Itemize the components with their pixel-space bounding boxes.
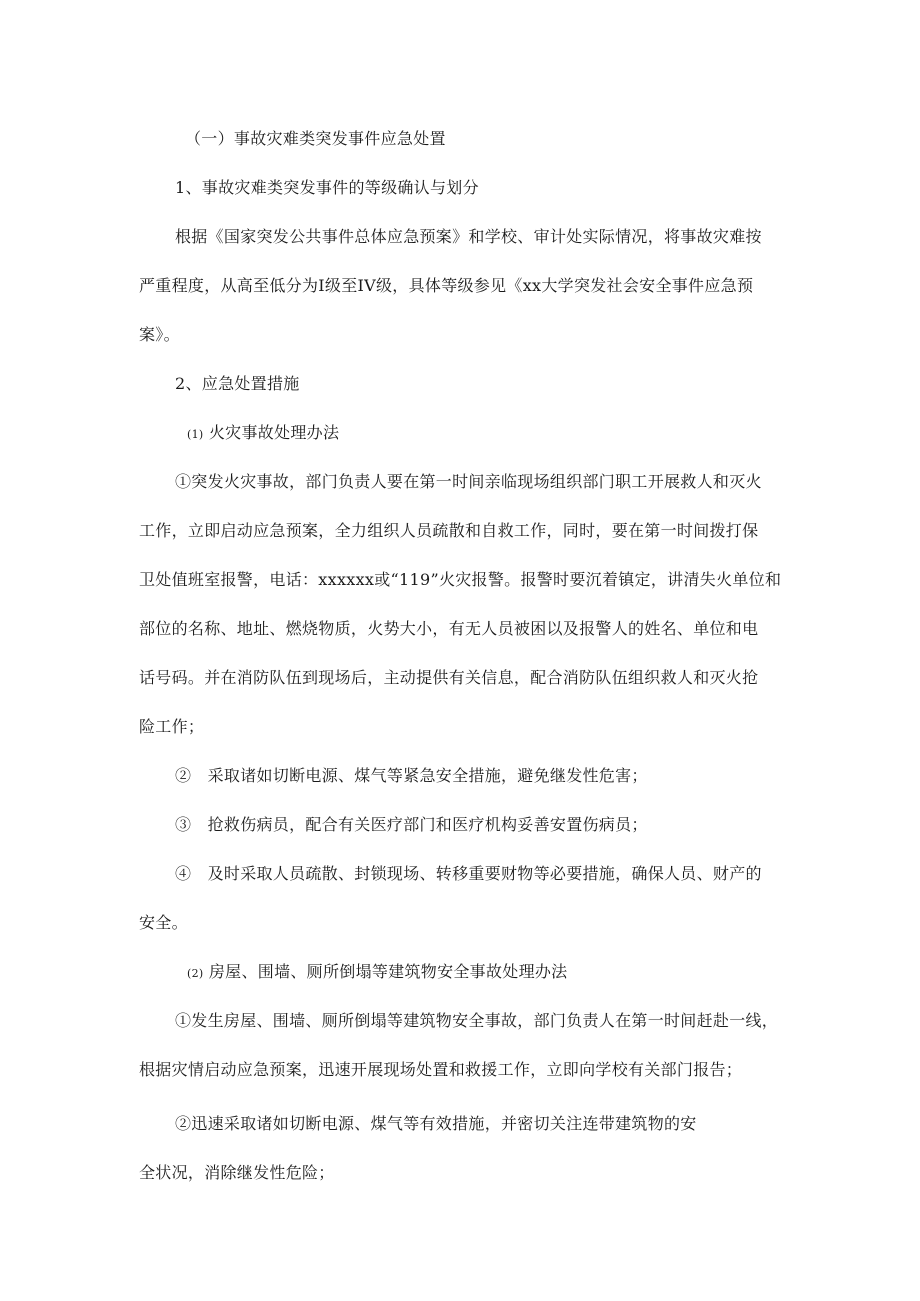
building-heading [187, 962, 567, 984]
section-heading: （一）事故灾难类突发事件应急处置 [185, 129, 446, 148]
fire-item-3: ③ 抢救伤病员，配合有关医疗部门和医疗机构妥善安置伤病员； [175, 815, 648, 834]
fire-item-4-line-2: 安全。 [139, 913, 188, 932]
building-item-2-line-1: ②迅速采取诸如切断电源、煤气等有效措施，并密切关注连带建筑物的安 [175, 1114, 697, 1133]
fire-heading [187, 423, 339, 445]
fire-item-1-line-6: 险工作； [139, 717, 205, 736]
fire-heading-title: 火灾事故处理办法 [208, 423, 340, 442]
fire-item-1-line-5: 话号码。并在消防队伍到现场后，主动提供有关信息，配合消防队伍组织救人和灭火抢 [139, 668, 759, 687]
grading-paragraph-line-1: 根据《国家突发公共事件总体应急预案》和学校、审计处实际情况，将事故灾难按 [175, 227, 762, 246]
building-item-2-line-2: 全状况，消除继发性危险； [139, 1163, 335, 1182]
subsection-2-title: 2、应急处置措施 [175, 374, 300, 393]
building-heading-title: 房屋、围墙、厕所倒塌等建筑物安全事故处理办法 [208, 962, 568, 981]
grading-paragraph-line-3: 案》。 [139, 325, 180, 344]
fire-item-1-line-1: ①突发火灾事故，部门负责人要在第一时间亲临现场组织部门职工开展救人和灭火 [175, 472, 762, 491]
fire-item-2: ② 采取诸如切断电源、煤气等紧急安全措施，避免继发性危害； [175, 766, 648, 785]
fire-item-1-line-4: 部位的名称、地址、燃烧物质，火势大小，有无人员被困以及报警人的姓名、单位和电 [139, 619, 759, 638]
fire-item-1-line-3: 卫处值班室报警，电话：xxxxxx或“119”火灾报警。报警时要沉着镇定，讲清失火单位和 [139, 570, 782, 589]
subsection-1-title: 1、事故灾难类突发事件的等级确认与划分 [175, 178, 479, 197]
fire-heading-number: (1) [187, 428, 204, 441]
grading-paragraph-line-2: 严重程度，从高至低分为I级至IV级，具体等级参见《xx大学突发社会安全事件应急预 [139, 276, 754, 295]
building-item-1-line-2: 根据灾情启动应急预案，迅速开展现场处置和救援工作，立即向学校有关部门报告； [139, 1060, 743, 1079]
fire-item-4-line-1: ④ 及时采取人员疏散、封锁现场、转移重要财物等必要措施，确保人员、财产的 [175, 864, 762, 883]
building-heading-number: (2) [187, 967, 204, 980]
fire-item-1-line-2: 工作，立即启动应急预案，全力组织人员疏散和自救工作，同时，要在第一时间拨打保 [139, 521, 759, 540]
building-item-1-line-1: ①发生房屋、围墙、厕所倒塌等建筑物安全事故，部门负责人在第一时间赶赴一线， [175, 1011, 779, 1030]
